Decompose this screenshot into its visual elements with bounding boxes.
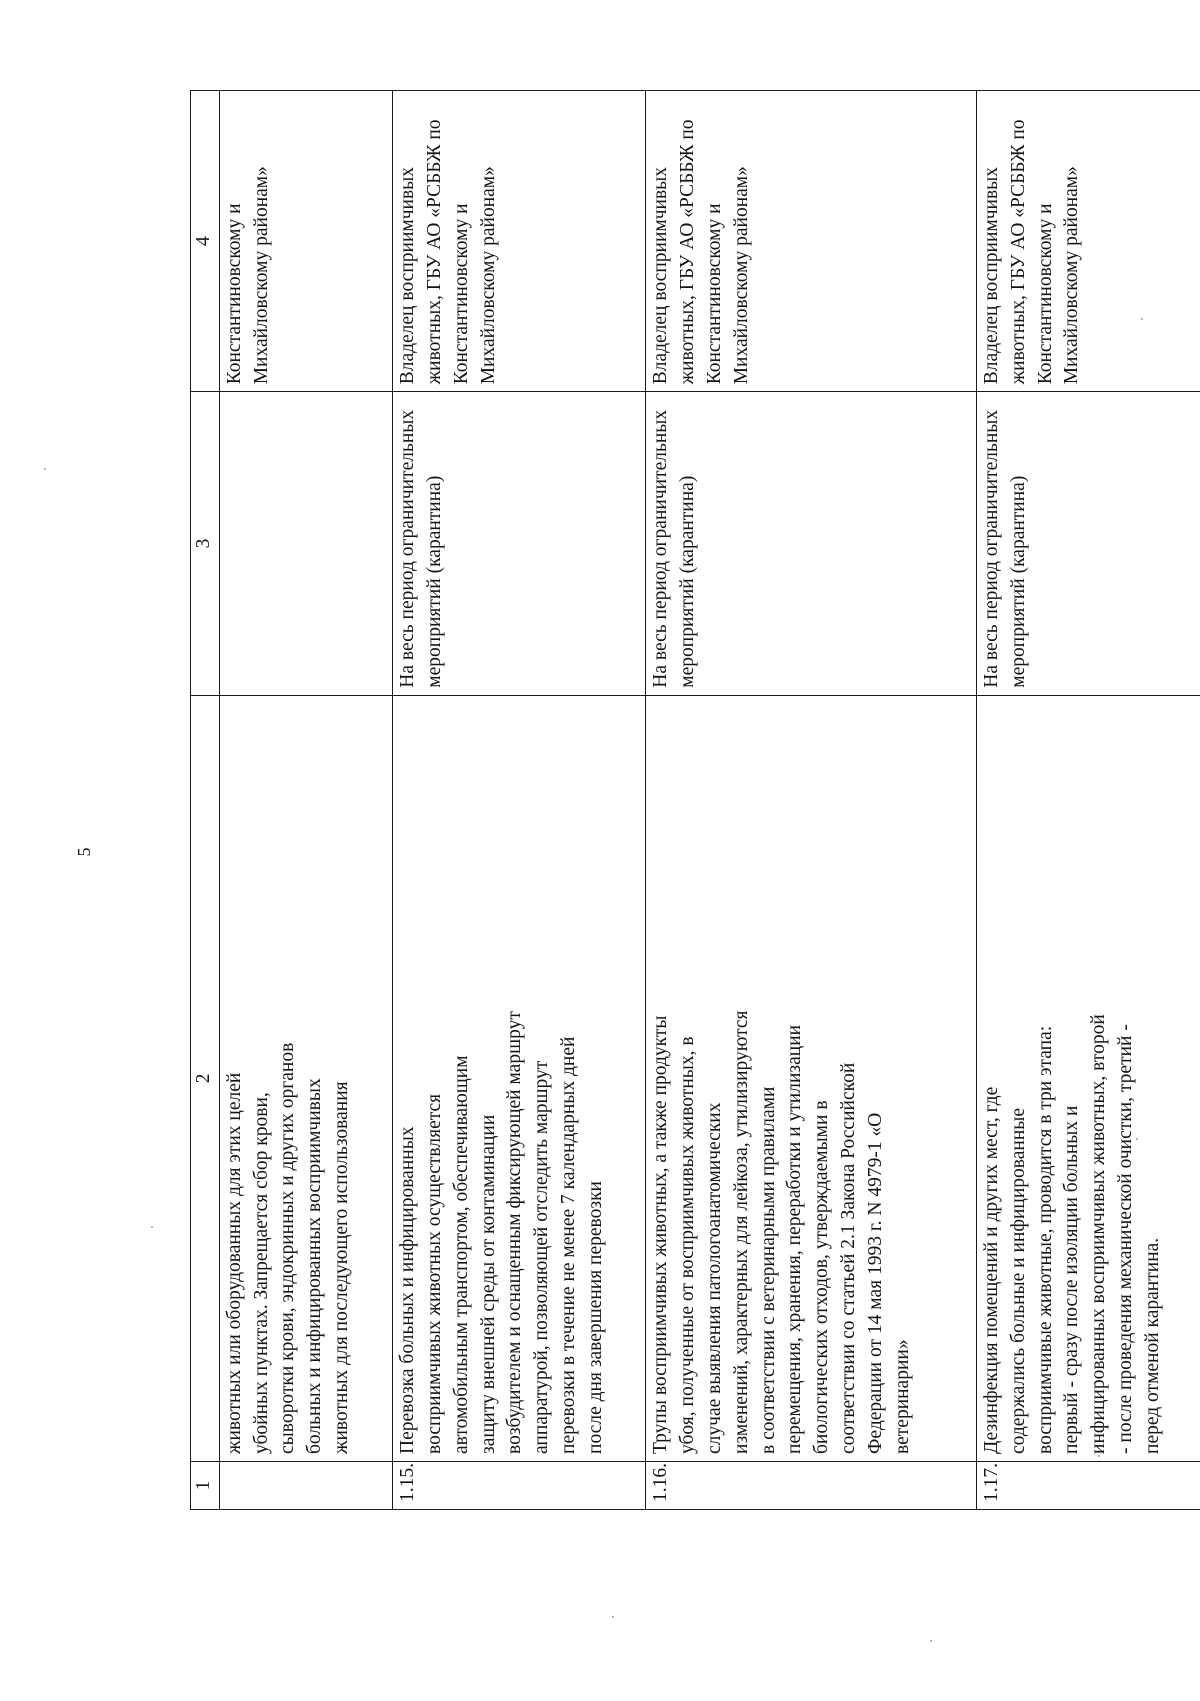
responsible-cell [393,91,646,392]
measure-line: изменений, характерных для лейкоза, утилизируются [730,1010,752,1454]
responsible-line: животных, ГБУ АО «РСББЖ по [677,119,699,385]
measures-table [190,90,1200,1510]
measure-line: содержались больные и инфицированные [1007,1107,1029,1454]
measure-line: инфицированных восприимчивых животных, второй [1088,1014,1110,1454]
responsible-line: Владелец восприимчивых [397,166,419,385]
period-line: мероприятий (карантина) [424,475,446,688]
measure-line: перевозки в течение не менее 7 календарных дней [558,1036,580,1454]
measure-line: ветеринарии» [891,1339,913,1454]
measure-line: биологических отходов, утверждаемыми в [811,1100,833,1454]
period-cell [219,392,393,695]
measure-line: восприимчивые животные, проводится в три этапа: [1034,1025,1056,1454]
header-col-3: 3 [191,392,220,695]
measure-line: перемещения, хранения, переработки и утилизации [784,1024,806,1454]
period-line: На весь период ограничительных [650,409,672,688]
measure-line: случае выявления патологоанатомических [703,1102,725,1454]
scan-speck [44,468,46,470]
measure-line: аппаратурой, позволяющей отследить маршрут [531,1060,553,1454]
measure-line: - после проведения механической очистки, третий - [1114,1024,1136,1454]
period-line: На весь период ограничительных [980,409,1002,688]
scan-speck [1136,1138,1138,1140]
rotated-table-wrapper [190,90,1200,1510]
scan-speck [612,1616,614,1618]
responsible-line: Михайловскому районам» [250,166,272,385]
row-number: 1.17. [976,1461,1200,1509]
measure-line: после дня завершения перевозки [584,1181,606,1454]
scan-speck [1098,1455,1100,1457]
scan-speck [1141,318,1143,320]
responsible-line: Владелец восприимчивых [980,166,1002,385]
page-number: 5 [74,847,94,857]
period-cell [646,392,977,695]
measure-cell [219,695,393,1461]
measure-line: убоя, полученные от восприимчивых животных, в [677,1036,699,1454]
measure-line: животных для последующего использования [330,1081,352,1454]
measure-cell [393,695,646,1461]
scan-speck [930,1640,932,1642]
table-row [646,91,977,1510]
row-number: 1.15. [393,1461,646,1509]
period-cell [393,392,646,695]
measure-line: Трупы восприимчивых животных, а также продукты [650,1015,672,1454]
measure-line: защиту внешней среды от контаминации [477,1114,499,1454]
table-header-row [191,91,220,1510]
responsible-cell [219,91,393,392]
period-cell [976,392,1200,695]
table-row [393,91,646,1510]
measure-cell [646,695,977,1461]
responsible-line: Михайловскому районам» [730,166,752,385]
measure-line: Дезинфекция помещений и других мест, где [980,1086,1002,1454]
responsible-line: животных, ГБУ АО «РСББЖ по [1007,119,1029,385]
responsible-line: Михайловскому районам» [1061,166,1083,385]
responsible-cell [976,91,1200,392]
responsible-line: Михайловскому районам» [477,166,499,385]
period-line: мероприятий (карантина) [677,475,699,688]
responsible-line: Константиновскому и [223,203,245,385]
row-number [219,1461,393,1509]
measure-line: первый - сразу после изоляции больных и [1061,1105,1083,1454]
measure-cell [976,695,1200,1461]
responsible-line: Константиновскому и [703,203,725,385]
header-col-2: 2 [191,695,220,1461]
measure-line: соответствии со статьей 2.1 Закона Российской [837,1062,859,1454]
responsible-line: Константиновскому и [450,203,472,385]
period-line: На весь период ограничительных [397,409,419,688]
header-col-4: 4 [191,91,220,392]
responsible-line: животных, ГБУ АО «РСББЖ по [424,119,446,385]
measure-line: в соответствии с ветеринарными правилами [757,1086,779,1454]
measure-line: убойных пунктах. Запрещается сбор крови, [250,1092,272,1454]
measure-line: восприимчивых животных осуществляется [424,1093,446,1454]
table-row [219,91,393,1510]
header-col-1: 1 [191,1461,220,1509]
measure-line: животных или оборудованных для этих целей [223,1072,245,1454]
measure-line: Федерации от 14 мая 1993 г. N 4979-1 «О [864,1112,886,1454]
responsible-cell [646,91,977,392]
table-row [976,91,1200,1510]
scan-speck [151,1226,153,1228]
measure-line: перед отменой карантина. [1141,1237,1163,1454]
responsible-line: Владелец восприимчивых [650,166,672,385]
measure-line: Перевозка больных и инфицированных [397,1126,419,1454]
period-line: мероприятий (карантина) [1007,475,1029,688]
measure-line: автомобильным транспортом, обеспечивающим [450,1055,472,1454]
measure-line: больных и инфицированных восприимчивых [304,1078,326,1454]
row-number: 1.16. [646,1461,977,1509]
responsible-line: Константиновскому и [1034,203,1056,385]
measure-line: возбудителем и оснащенным фиксирующей маршрут [504,1011,526,1454]
measure-line: сыворотки крови, эндокринных и других органов [277,1042,299,1454]
